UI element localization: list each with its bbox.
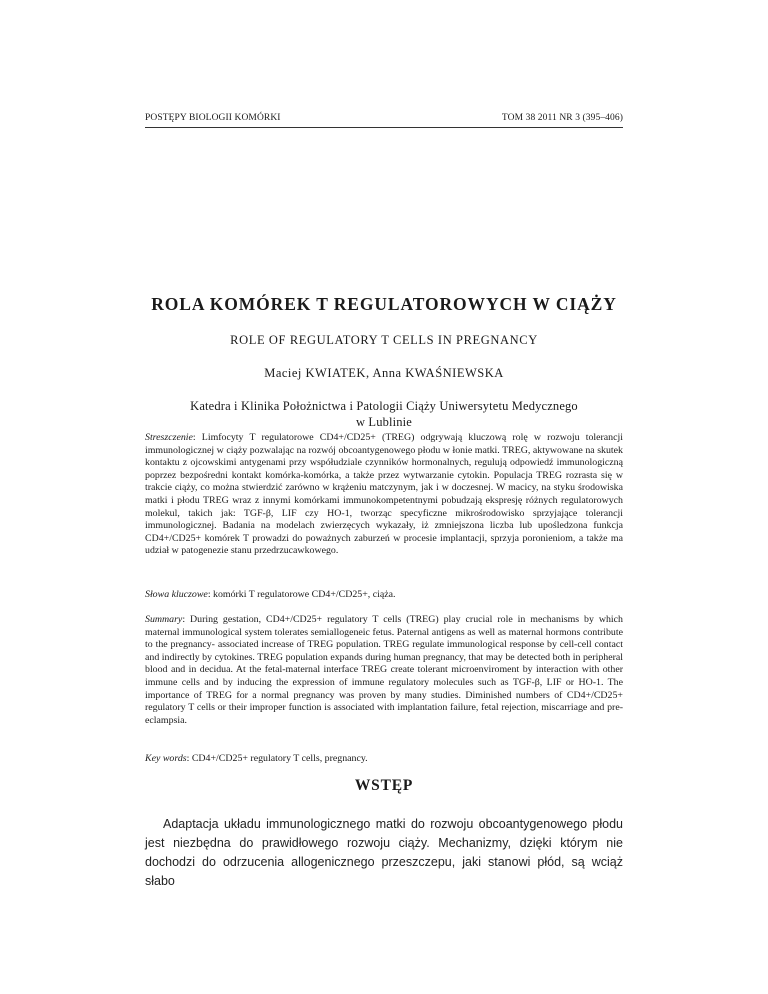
header-rule — [145, 127, 623, 128]
abstract-english-text: : During gestation, CD4+/CD25+ regulatory T cells (TREG) play crucial role in mechanisms by which maternal immunological system tolerates semiallogeneic fetus. Paternal antigens as well as maternal hormons contribute to the pregnancy- associated increase of TREG population. TREG regulate immunological response by cell-cell contact and indirectly by cytokines. TREG population expands during human pregnancy, that may be detected both in peripheral blood and in decidua. At the fetal-maternal interface TREG create tolerant microenviroment by interaction with other immune cells and by inducing the expression of immune regulatory molecules such as TGF-β, LIF or HO-1. The importance of TREG for a normal pregnancy was proven by many studies. Diminished numbers of CD4+/CD25+ regulatory T cells or their improper function is associated with implantation failure, fetal rejection, miscarriage and pre-eclampsia. — [145, 614, 623, 726]
keywords-polish-text: : komórki T regulatorowe CD4+/CD25+, ciąża. — [207, 589, 396, 600]
affiliation-line-2: w Lublinie — [355, 415, 412, 429]
article-subtitle: ROLE OF REGULATORY T CELLS IN PREGNANCY — [230, 333, 538, 347]
keywords-english-label: Key words — [145, 753, 187, 764]
keywords-english-text: : CD4+/CD25+ regulatory T cells, pregnancy. — [186, 753, 368, 764]
abstract-english — [145, 614, 623, 727]
keywords-polish-label: Słowa kluczowe — [145, 589, 208, 600]
journal-page — [145, 0, 623, 994]
keywords-polish — [145, 589, 623, 602]
abstract-english-label: Summary — [145, 614, 183, 625]
article-title: ROLA KOMÓREK T REGULATOROWYCH W CIĄŻY — [151, 294, 617, 314]
journal-name: POSTĘPY BIOLOGII KOMÓRKI — [145, 113, 281, 123]
section-heading: WSTĘP — [354, 777, 414, 794]
keywords-english — [145, 753, 623, 766]
volume-info: TOM 38 2011 NR 3 (395–406) — [501, 113, 623, 123]
abstract-polish-text: : Limfocyty T regulatorowe CD4+/CD25+ (TREG) odgrywają kluczową rolę w rozwoju tolerancji immunologicznej w ciąży pozwalając na rozwój obcoantygenowego płodu w łonie matki. TREG, aktywowane na skutek kontaktu z ojcowskimi antygenami przy współudziale czynników hormonalnych, regulują odpowiedź immunologiczną poprzez bezpośredni kontakt komórka-komórka, a także przez wytwarzanie cytokin. Populacja TREG rozrasta się w trakcie ciąży, co można stwierdzić zarówno w krążeniu matczynym, jak i w doczesnej. W macicy, na styku środowiska matki i płodu TREG wraz z innymi komórkami immunokompetentnymi pobudzają ekspresję różnych regulatorowych molekul, takich jak: TGF-β, LIF czy HO-1, tworząc specyficzne mikrośrodowisko sprzyjające tolerancji immunologicznej. Badania na modelach zwierzęcych wykazały, iż zmniejszona liczba lub upośledzona funkcja CD4+/CD25+ komórek T prowadzi do poważnych zaburzeń w procesie implantacji, sprzyja poronieniom, a także ma udział w patogenezie stanu przedrzucawkowego. — [145, 432, 623, 557]
article-authors: Maciej KWIATEK, Anna KWAŚNIEWSKA — [264, 366, 504, 380]
abstract-polish-label: Streszczenie — [145, 432, 193, 443]
affiliation-line-1: Katedra i Klinika Położnictwa i Patologii Ciąży Uniwersytetu Medycznego — [190, 399, 578, 413]
body-paragraph: Adaptacja układu immunologicznego matki do rozwoju obcoantygenowego płodu jest niezbędna do prawidłowego rozwoju ciąży. Mechanizmy, dzięki którym nie dochodzi do odrzucenia allogenicznego przeszczepu, jaki stanowi płód, są wciąż słabo — [145, 817, 623, 888]
abstract-polish — [145, 432, 623, 558]
affiliation — [145, 398, 623, 430]
